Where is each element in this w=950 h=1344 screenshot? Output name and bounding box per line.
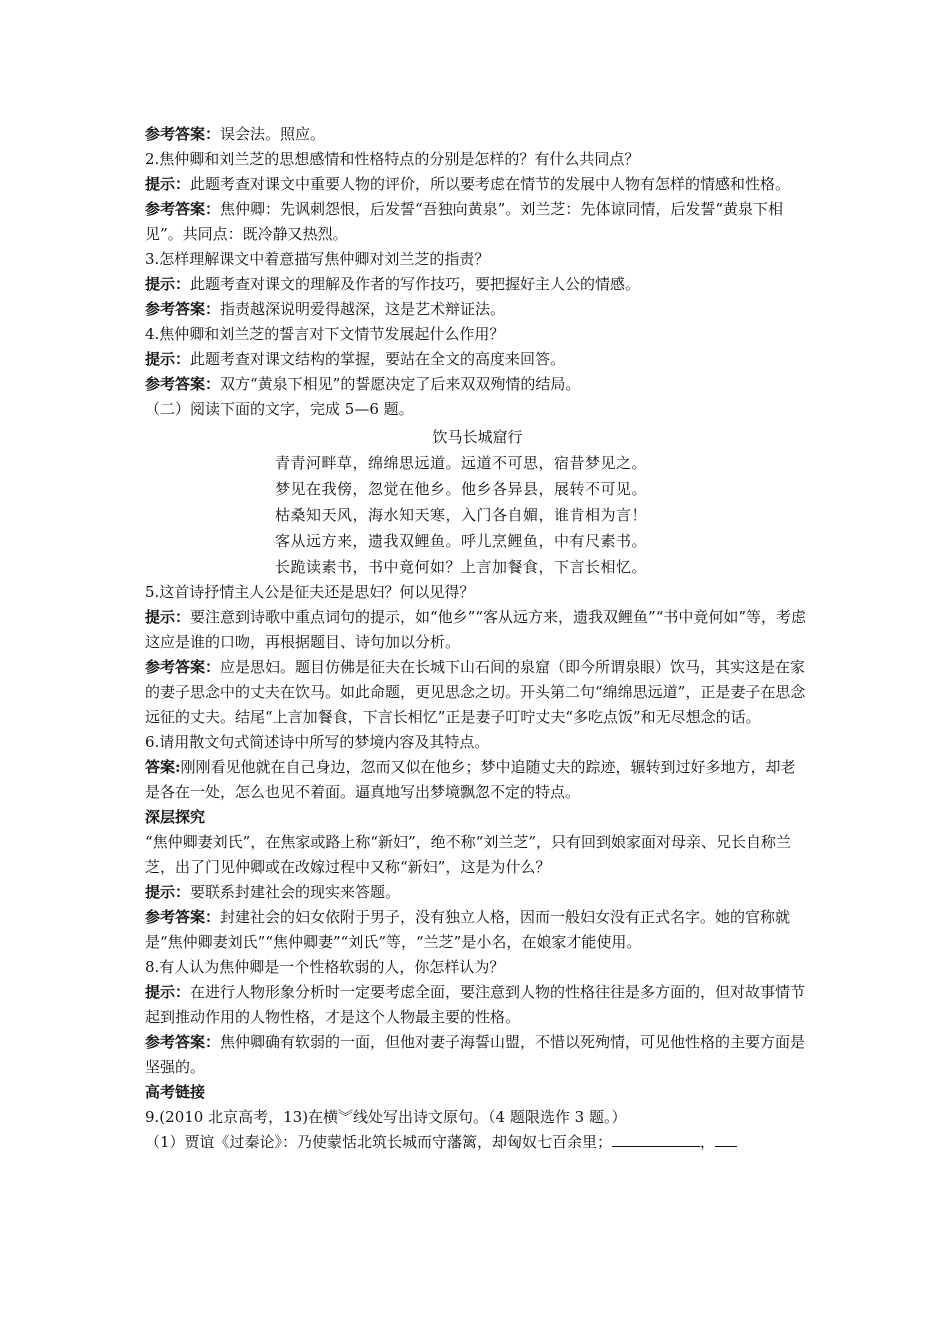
q6-answer: 答案:刚刚看见他就在自己身边，忽而又似在他乡；梦中追随丈夫的踪迹，辗转到过好多地方，却老是各在一处，怎么也见不着面。逼真地写出梦境飘忽不定的特点。 <box>145 758 796 801</box>
poem-line: 长跪读素书，书中竟何如？上言加餐食，下言长相忆。 <box>275 558 648 576</box>
answer-blank[interactable] <box>715 1132 737 1147</box>
answer-blank[interactable] <box>612 1132 700 1147</box>
document-page <box>145 122 810 1155</box>
poem-line: 青青河畔草，绵绵思远道。远道不可思，宿昔梦见之。 <box>275 454 648 472</box>
poem-line: 客从远方来，遗我双鲤鱼。呼儿烹鲤鱼，中有尺素书。 <box>275 532 648 550</box>
q6-question: 6.请用散文句式简述诗中所写的梦境内容及其特点。 <box>145 733 490 751</box>
q4-hint: 提示：此题考查对课文结构的掌握，要站在全文的高度来回答。 <box>145 350 566 368</box>
gaokao-question: 9.(2010 北京高考，13)在横︾线处写出诗文原句。（4 题限选作 3 题。） <box>145 1108 627 1126</box>
deep-answer: 参考答案：封建社会的妇女依附于男子，没有独立人格，因而一般妇女没有正式名字。她的官称就是“焦仲卿妻刘氏”“焦仲卿妻”“刘氏”等，“兰芝”是小名，在娘家才能使用。 <box>145 908 791 951</box>
q4-answer: 参考答案：双方“黄泉下相见”的誓愿决定了后来双双殉情的结局。 <box>145 375 581 393</box>
deep-hint: 提示：要联系封建社会的现实来答题。 <box>145 883 401 901</box>
q5-question: 5.这首诗抒情主人公是征夫还是思妇？何以见得？ <box>145 583 475 601</box>
q2-question: 2.焦仲卿和刘兰芝的思想感情和性格特点的分别是怎样的？有什么共同点？ <box>145 150 640 168</box>
q8-hint: 提示：在进行人物形象分析时一定要考虑全面，要注意到人物的性格往往是多方面的，但对故事情节起到推动作用的人物性格，才是这个人物最主要的性格。 <box>145 983 806 1026</box>
deep-question: “焦仲卿妻刘氏”，在焦家或路上称“新妇”，绝不称“刘兰芝”，只有回到娘家面对母亲、兄长自称兰芝，出了门见仲卿或在改嫁过程中又称“新妇”，这是为什么？ <box>145 833 792 876</box>
q2-hint: 提示：此题考查对课文中重要人物的评价，所以要考虑在情节的发展中人物有怎样的情感和性格。 <box>145 175 791 193</box>
gaokao-item-1: （1）贾谊《过秦论》：乃使蒙恬北筑长城而守藩篱，却匈奴七百余里； ， <box>145 1130 810 1155</box>
q8-question: 8.有人认为焦仲卿是一个性格软弱的人，你怎样认为？ <box>145 958 505 976</box>
q4-question: 4.焦仲卿和刘兰芝的誓言对下文情节发展起什么作用？ <box>145 325 505 343</box>
q2-answer: 参考答案：焦仲卿：先讽刺怨恨，后发誓“吾独向黄泉”。刘兰芝：先体谅同情，后发誓“黄泉下相见”。共同点：既冷静又热烈。 <box>145 200 784 243</box>
deep-heading: 深层探究 <box>145 808 206 826</box>
q3-question: 3.怎样理解课文中着意描写焦仲卿对刘兰芝的指责？ <box>145 250 490 268</box>
q8-answer: 参考答案：焦仲卿确有软弱的一面，但他对妻子海誓山盟，不惜以死殉情，可见他性格的主要方面是坚强的。 <box>145 1033 806 1076</box>
q5-answer: 参考答案：应是思妇。题目仿佛是征夫在长城下山石间的泉窟（即今所谓泉眼）饮马，其实这是在家的妻子思念中的丈夫在饮马。如此命题，更见思念之切。开头第二句“绵绵思远道”，正是妻子在思念远征的丈夫。结尾“上言加餐食，下言长相忆”正是妻子叮咛丈夫“多吃点饭”和无尽想念的话。 <box>145 658 806 726</box>
q1-answer: 参考答案：误会法。照应。 <box>145 125 326 143</box>
poem-line: 梦见在我傍，忽觉在他乡。他乡各异县，展转不可见。 <box>275 480 648 498</box>
q3-hint: 提示：此题考查对课文的理解及作者的写作技巧，要把握好主人公的情感。 <box>145 275 641 293</box>
section-heading: （二）阅读下面的文字，完成 5—6 题。 <box>145 400 414 418</box>
poem-body <box>145 450 810 580</box>
gaokao-heading: 高考链接 <box>145 1083 206 1101</box>
poem-line: 枯桑知天风，海水知天寒，入门各自媚，谁肯相为言！ <box>275 506 648 524</box>
q3-answer: 参考答案：指责越深说明爱得越深，这是艺术辩证法。 <box>145 300 506 318</box>
poem-title: 饮马长城窟行 <box>432 428 523 446</box>
q5-hint: 提示：要注意到诗歌中重点词句的提示，如“他乡”“客从远方来，遗我双鲤鱼”“书中竟何如”等，考虑这应是谁的口吻，再根据题目、诗句加以分析。 <box>145 608 807 651</box>
